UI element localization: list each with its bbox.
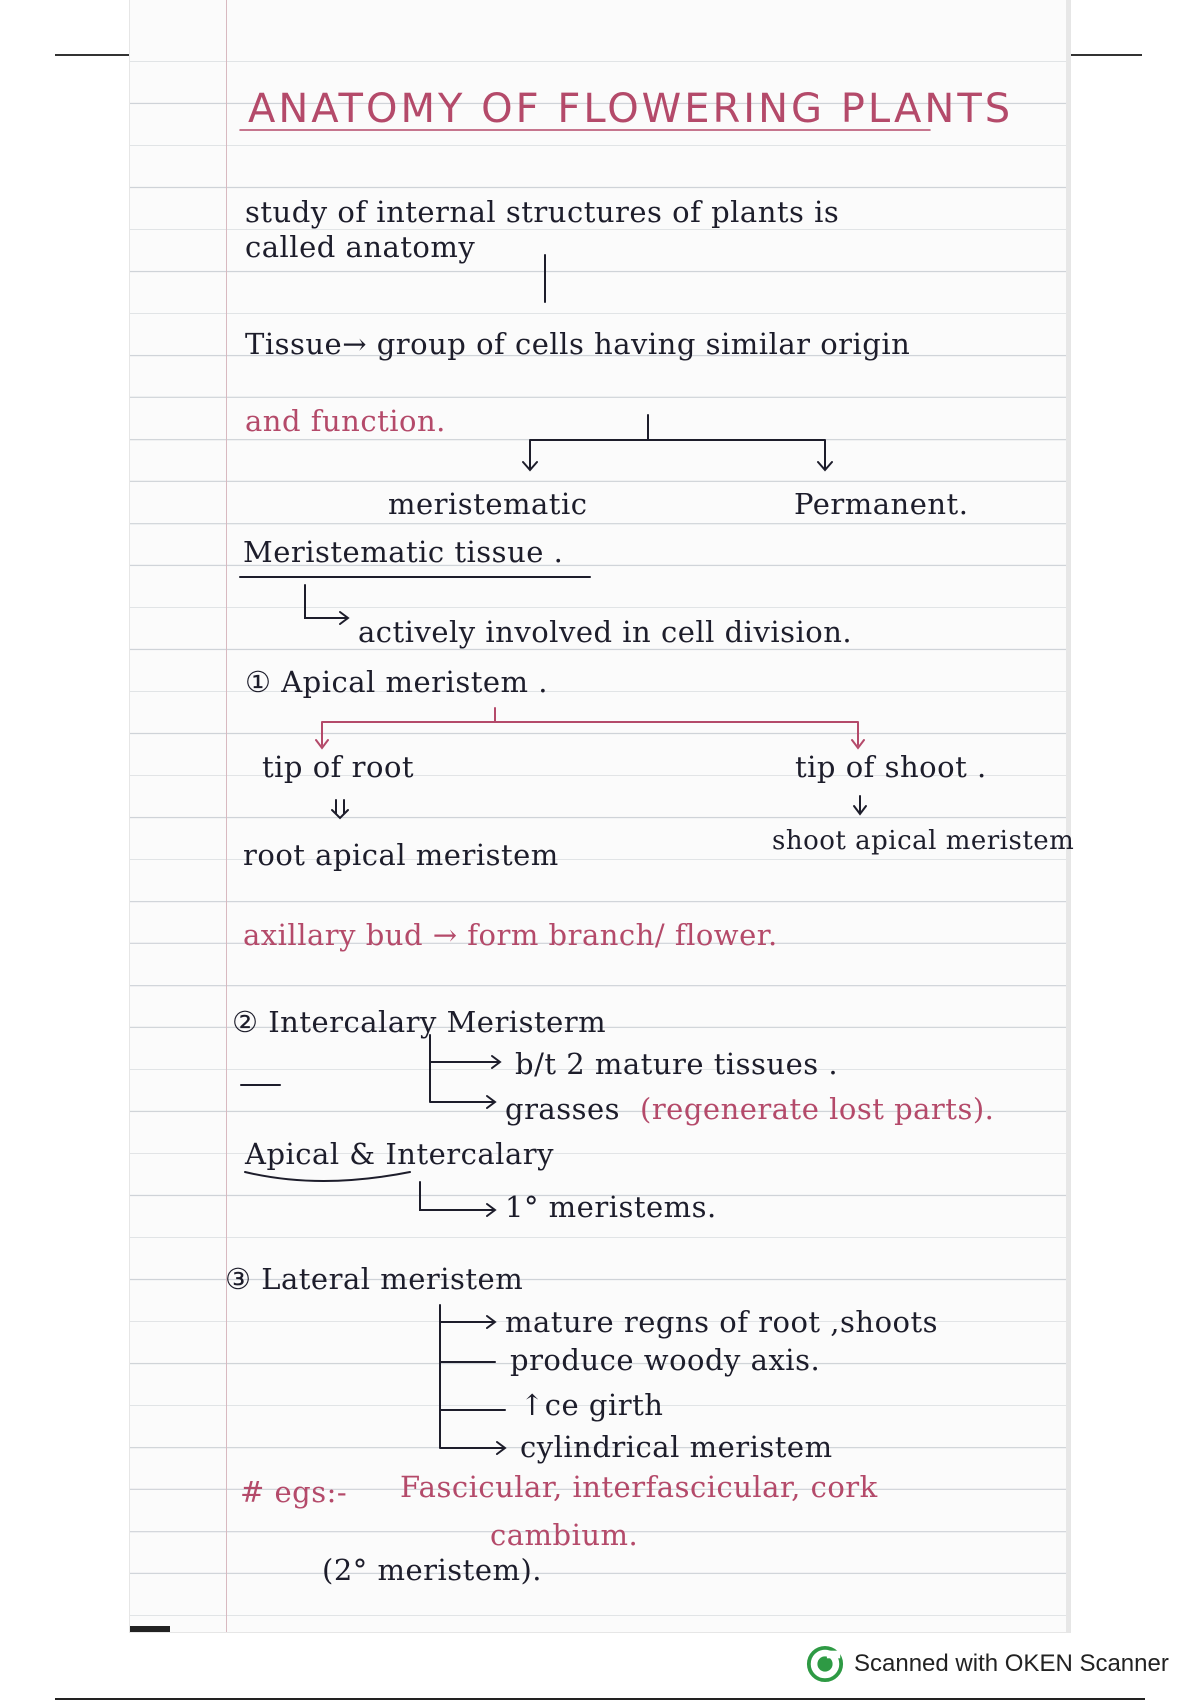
page-title: ANATOMY OF FLOWERING PLANTS: [248, 86, 1014, 132]
lateral-point-1: mature regns of root ,shoots: [505, 1305, 939, 1339]
scanner-label: Scanned with OKEN Scanner: [854, 1650, 1169, 1677]
tissue-split-arrowheads: [523, 462, 832, 470]
shoot-apical-meristem: shoot apical meristem: [772, 826, 1075, 856]
lateral-point-3: ↑ce girth: [520, 1388, 664, 1422]
examples-cambium: cambium.: [490, 1518, 639, 1552]
intercalary-point-2a: grasses: [505, 1092, 621, 1126]
tissue-split-connector: [530, 415, 825, 468]
intercalary-point-2b: (regenerate lost parts).: [640, 1092, 995, 1126]
tip-of-root: tip of root: [262, 750, 415, 784]
apical-split-arrowheads: [316, 740, 864, 748]
definition-line-2: called anatomy: [245, 230, 476, 264]
primary-meristems-text: 1° meristems.: [505, 1190, 717, 1224]
secondary-meristem-text: (2° meristem).: [322, 1553, 543, 1587]
tip-of-shoot: tip of shoot .: [795, 750, 987, 784]
apical-intercalary-brace: [245, 1172, 410, 1181]
intercalary-heading: ② Intercalary Meristerm: [232, 1005, 607, 1039]
lateral-meristem-heading: ③ Lateral meristem: [225, 1262, 524, 1296]
branch-permanent: Permanent.: [794, 487, 969, 521]
shoot-down-arrow: [854, 796, 866, 814]
examples-label: # egs:-: [240, 1475, 348, 1509]
intercalary-arrows: [430, 1035, 500, 1108]
tissue-line-1: Tissue→ group of cells having similar origin: [245, 327, 911, 361]
meristematic-tissue-heading: Meristematic tissue .: [243, 535, 564, 569]
lateral-point-2: produce woody axis.: [510, 1343, 821, 1377]
tissue-line-2: and function.: [245, 404, 446, 438]
actively-arrow: [305, 585, 348, 624]
actively-involved-text: actively involved in cell division.: [358, 615, 853, 649]
axillary-bud-text: axillary bud → form branch/ flower.: [243, 918, 778, 952]
root-apical-meristem: root apical meristem: [243, 838, 559, 872]
lateral-arrows: [440, 1305, 505, 1454]
branch-meristematic: meristematic: [388, 487, 588, 521]
definition-line-1: study of internal structures of plants is: [245, 195, 840, 229]
examples-list: Fascicular, interfascicular, cork: [400, 1470, 878, 1504]
apical-meristem-heading: ① Apical meristem .: [245, 665, 548, 699]
apical-split-connector: [322, 708, 858, 745]
apical-intercalary-text: Apical & Intercalary: [245, 1137, 554, 1171]
primary-arrow: [420, 1182, 495, 1216]
scanner-footer: [806, 1645, 1169, 1683]
root-down-arrow: [332, 800, 348, 818]
lateral-point-4: cylindrical meristem: [520, 1430, 833, 1464]
intercalary-point-1: b/t 2 mature tissues .: [515, 1047, 839, 1081]
scanner-logo-icon: [806, 1645, 844, 1683]
